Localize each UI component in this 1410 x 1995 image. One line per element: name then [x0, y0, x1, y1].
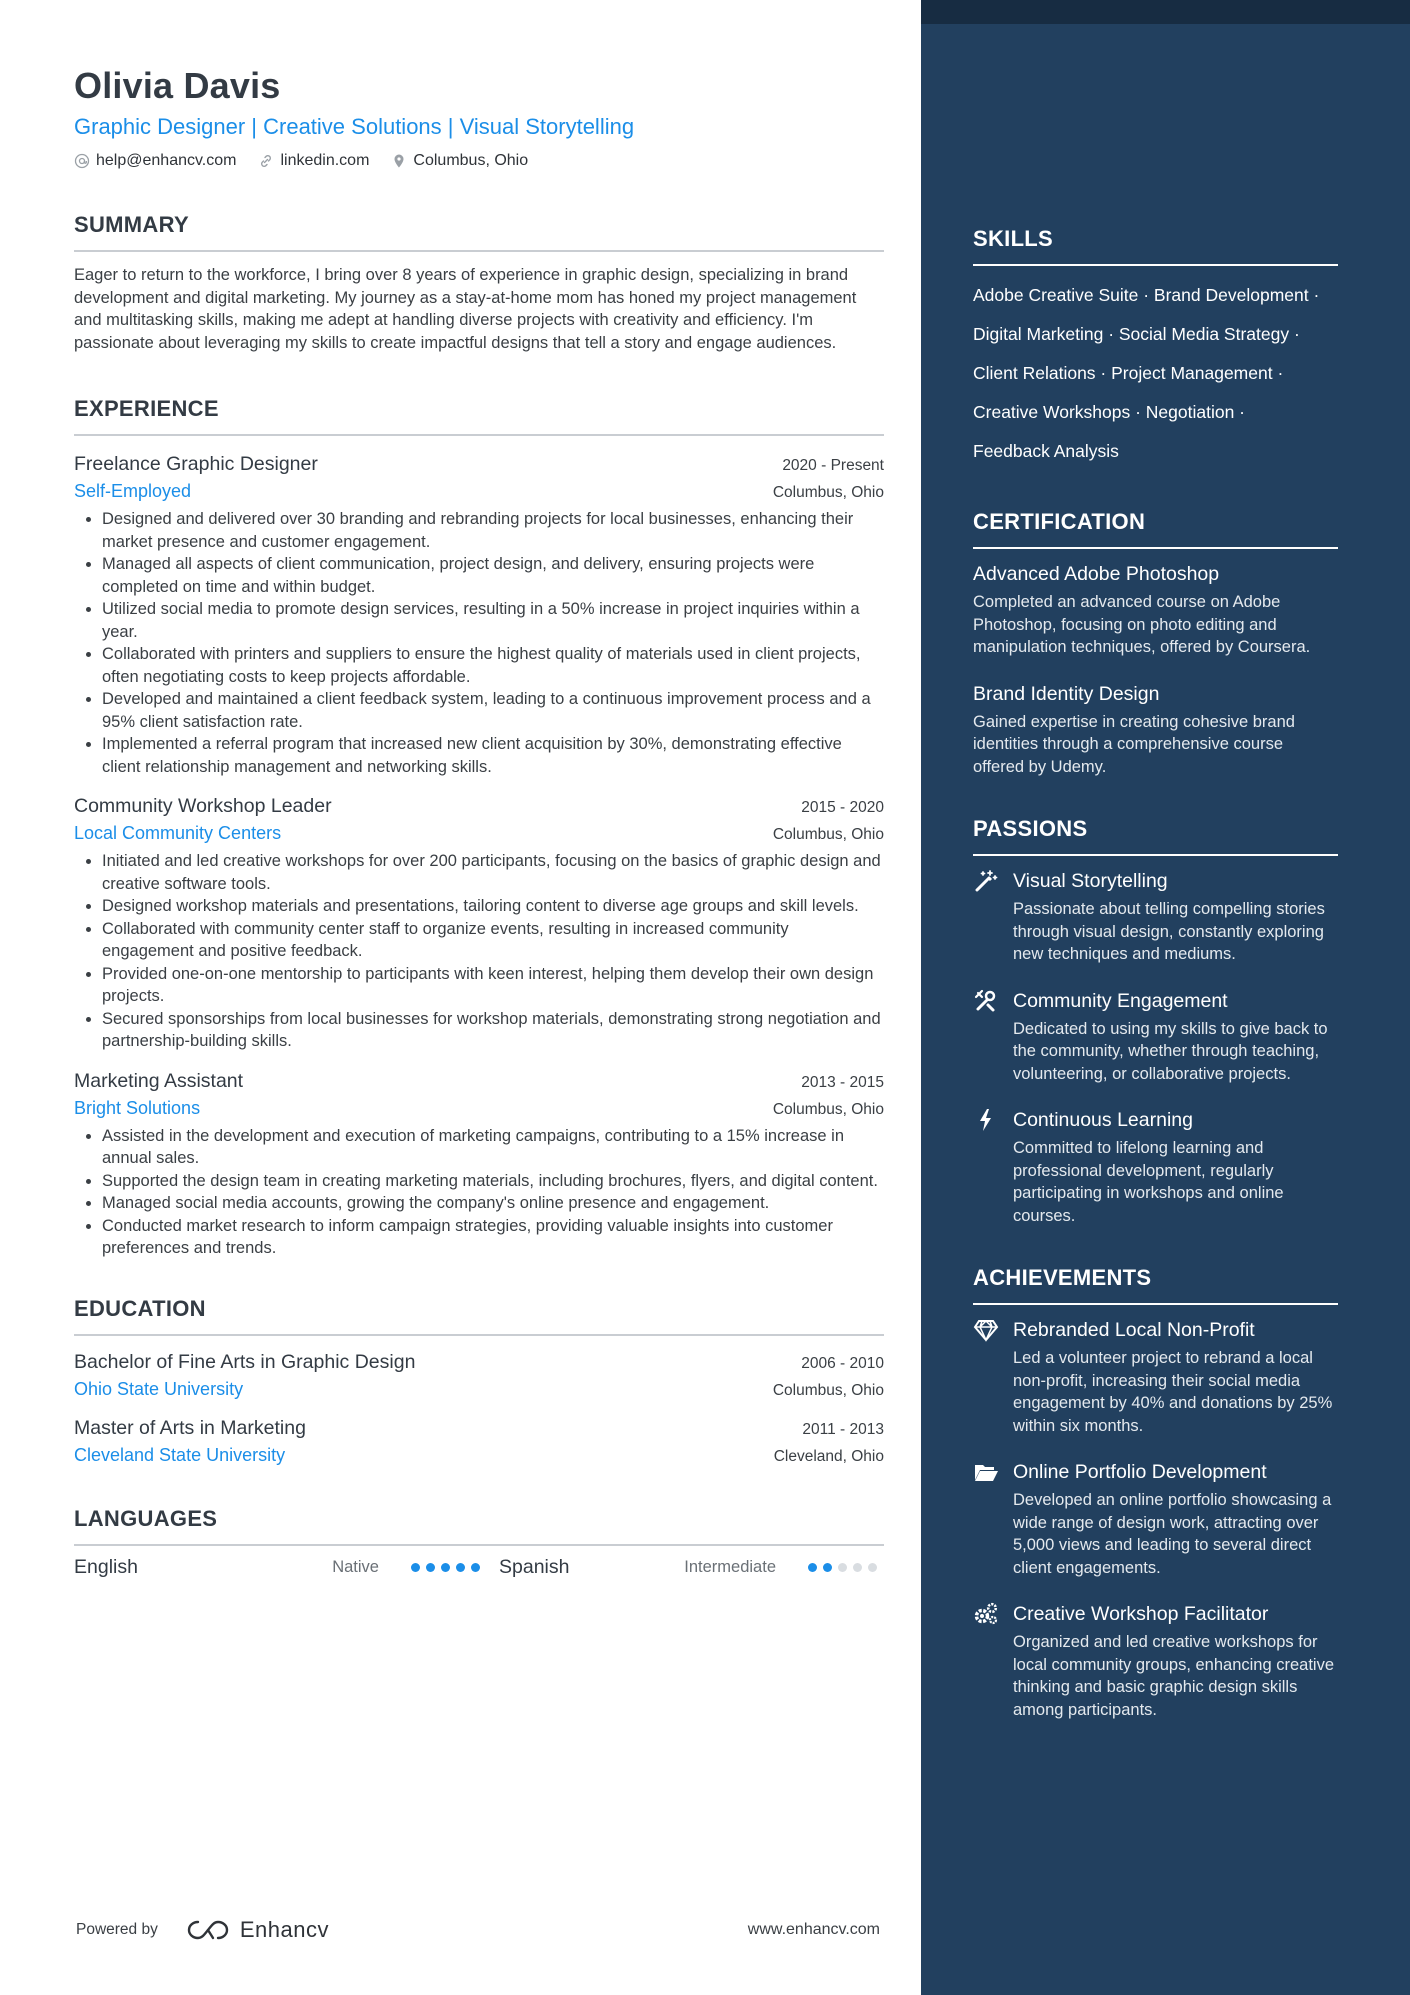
job-bullet: • Designed workshop materials and presentations, tailoring content to diverse age groups and skill levels. [102, 895, 884, 918]
language-name: English [74, 1555, 138, 1578]
rating-dot-empty [838, 1563, 847, 1572]
passion-entry [973, 866, 1338, 966]
languages-section [74, 1504, 884, 1579]
passion-description: Dedicated to using my skills to give back to the community, whether through teaching, volunteering, or collaborative projects. [1013, 1019, 1328, 1083]
rating-dot-filled [456, 1563, 465, 1572]
skills-list [973, 276, 1338, 471]
brand-logo[interactable] [186, 1917, 329, 1943]
achievement-title: Creative Workshop Facilitator [1013, 1603, 1269, 1625]
section-divider [74, 1334, 884, 1336]
skill-line: Digital Marketing · Social Media Strategy · [973, 324, 1300, 344]
powered-by [76, 1917, 329, 1943]
language-name: Spanish [499, 1555, 570, 1578]
achievement-entry [973, 1599, 1338, 1721]
certification-description: Completed an advanced course on Adobe Photoshop, focusing on photo editing and manipulation techniques, offered by Coursera. [973, 593, 1311, 656]
gears-icon [973, 1599, 1001, 1629]
passion-title: Community Engagement [1013, 989, 1228, 1012]
skills-section [973, 224, 1338, 471]
achievement-description: Organized and led creative workshops for local community groups, enhancing creative thinking and basic graphic design skills among participants. [1013, 1633, 1335, 1719]
folder-open-icon [973, 1457, 1001, 1487]
rating-dot-empty [868, 1563, 877, 1572]
achievement-description: Developed an online portfolio showcasing a wide range of design work, attracting over 5,000 views and leading to several direct client engagements. [1013, 1491, 1332, 1577]
school-location: Cleveland, Ohio [773, 1447, 884, 1465]
education-entry [74, 1348, 884, 1402]
job-title: Marketing Assistant [74, 1069, 244, 1092]
certification-section [973, 507, 1338, 778]
summary-text: Eager to return to the workforce, I bring over 8 years of experience in graphic design, specializing in brand development and digital marketing. My journey as a stay-at-home mom has honed my project management and multitasking skills, making me adept at handling diverse projects with creativity and efficiency. I'm passionate about leveraging my skills to create impactful designs that tell a story and engage audiences. [74, 266, 857, 352]
achievements-heading: ACHIEVEMENTS [973, 1265, 1152, 1290]
summary-heading: SUMMARY [74, 212, 189, 237]
powered-by-label: Powered by [76, 1921, 158, 1938]
job-bullet: • Secured sponsorships from local businesses for workshop materials, demonstrating strong negotiation and partnership-building skills. [102, 1008, 884, 1053]
school-name: Cleveland State University [74, 1444, 286, 1465]
school-location: Columbus, Ohio [772, 1381, 884, 1399]
job-entry [74, 792, 884, 1053]
job-bullet: • Conducted market research to inform campaign strategies, providing valuable insights into customer preferences and trends. [102, 1215, 884, 1260]
passion-description: Committed to lifelong learning and professional development, regularly participating in workshops and online courses. [1013, 1139, 1284, 1225]
contact-location-text: Columbus, Ohio [413, 152, 529, 169]
job-date: 2013 - 2015 [801, 1073, 884, 1091]
link-icon [258, 153, 274, 169]
job-bullet: • Assisted in the development and execution of marketing campaigns, contributing to a 15% increase in annual sales. [102, 1125, 884, 1170]
section-divider [74, 434, 884, 436]
passion-entry [973, 1105, 1338, 1227]
summary-section [74, 210, 884, 354]
education-section [74, 1294, 884, 1468]
skill-line: Client Relations · Project Management · [973, 363, 1284, 383]
job-bullet: • Collaborated with community center staff to organize events, resulting in increased community engagement and positive feedback. [102, 918, 884, 963]
job-title: Community Workshop Leader [74, 795, 332, 817]
candidate-title: Graphic Designer | Creative Solutions | Visual Storytelling [74, 114, 635, 139]
contact-row [74, 152, 884, 170]
at-icon [74, 153, 90, 169]
passion-entry [973, 986, 1338, 1086]
contact-link[interactable] [258, 152, 369, 170]
contact-location [391, 152, 528, 170]
section-divider [973, 1303, 1338, 1305]
achievement-title: Online Portfolio Development [1013, 1461, 1267, 1483]
job-bullet: • Provided one-on-one mentorship to participants with keen interest, helping them develop their own design projects. [102, 963, 884, 1008]
section-divider [973, 264, 1338, 266]
language-entry [499, 1556, 884, 1579]
contact-link-text: linkedin.com [280, 152, 370, 169]
job-location: Columbus, Ohio [772, 1100, 884, 1118]
footer-website[interactable]: www.enhancv.com [747, 1921, 880, 1938]
passion-title: Visual Storytelling [1013, 870, 1168, 892]
school-name: Ohio State University [74, 1378, 244, 1399]
job-bullet: • Supported the design team in creating marketing materials, including brochures, flyers, and digital content. [102, 1170, 884, 1193]
job-entry [74, 450, 884, 778]
sidebar-column [973, 224, 1338, 1721]
section-divider [973, 547, 1338, 549]
achievement-title: Rebranded Local Non-Profit [1013, 1319, 1255, 1341]
rating-dot-filled [426, 1563, 435, 1572]
sidebar-top-band [921, 0, 1410, 24]
language-rating [808, 1563, 877, 1572]
job-date: 2015 - 2020 [801, 799, 884, 816]
rating-dot-empty [853, 1563, 862, 1572]
rating-dot-filled [411, 1563, 420, 1572]
degree-title: Bachelor of Fine Arts in Graphic Design [74, 1350, 416, 1373]
achievements-section [973, 1263, 1338, 1721]
lightning-icon [973, 1105, 1001, 1135]
job-bullet: • Managed social media accounts, growing the company's online presence and engagement. [102, 1192, 884, 1215]
brand-name: Enhancv [239, 1917, 329, 1942]
location-pin-icon [391, 153, 407, 169]
job-bullet: • Implemented a referral program that increased new client acquisition by 30%, demonstrating effective client relationship management and networking skills. [102, 733, 884, 778]
achievement-entry [973, 1457, 1338, 1579]
experience-heading: EXPERIENCE [74, 396, 219, 421]
education-heading: EDUCATION [74, 1295, 206, 1321]
education-entry [74, 1414, 884, 1468]
job-bullet: • Collaborated with printers and suppliers to ensure the highest quality of materials used in client projects, often negotiating costs to keep projects affordable. [102, 643, 884, 688]
main-column [74, 64, 884, 1579]
job-bullet: • Utilized social media to promote design services, resulting in a 50% increase in project inquiries within a year. [102, 598, 884, 643]
certification-entry [973, 679, 1338, 779]
passions-heading: PASSIONS [973, 816, 1088, 841]
certification-heading: CERTIFICATION [973, 509, 1146, 534]
skill-line: Feedback Analysis [973, 441, 1119, 461]
certification-title: Brand Identity Design [973, 682, 1160, 705]
job-company: Bright Solutions [74, 1097, 201, 1118]
job-bullets [74, 508, 884, 778]
diamond-icon [973, 1315, 1001, 1345]
rating-dot-filled [808, 1563, 817, 1572]
job-company: Local Community Centers [74, 823, 282, 843]
enhancv-logo-icon [186, 1918, 232, 1942]
language-rating [411, 1563, 480, 1572]
language-entry [74, 1556, 499, 1579]
job-bullets [74, 850, 884, 1053]
job-entry [74, 1067, 884, 1260]
job-bullets [74, 1125, 884, 1260]
job-location: Columbus, Ohio [772, 484, 884, 501]
certification-entry [973, 559, 1338, 659]
skill-line: Adobe Creative Suite · Brand Development · [973, 285, 1320, 305]
job-bullet: • Developed and maintained a client feedback system, leading to a continuous improvement process and a 95% client satisfaction rate. [102, 688, 884, 733]
language-level: Native [332, 1557, 379, 1576]
language-level: Intermediate [684, 1557, 776, 1576]
job-bullet: • Designed and delivered over 30 branding and rebranding projects for local businesses, enhancing their market presence and customer engagement. [102, 508, 884, 553]
tools-icon [973, 986, 1001, 1016]
job-company: Self-Employed [74, 481, 192, 501]
certification-title: Advanced Adobe Photoshop [973, 563, 1220, 585]
rating-dot-filled [441, 1563, 450, 1572]
passion-description: Passionate about telling compelling stories through visual design, constantly exploring new techniques and mediums. [1013, 900, 1325, 963]
job-bullet: • Managed all aspects of client communication, project design, and delivery, ensuring projects were completed on time and within budget. [102, 553, 884, 598]
section-divider [74, 1544, 884, 1546]
education-date: 2006 - 2010 [801, 1354, 884, 1372]
job-title: Freelance Graphic Designer [74, 453, 318, 475]
job-date: 2020 - Present [782, 457, 884, 474]
section-divider [973, 854, 1338, 856]
education-date: 2011 - 2013 [802, 1420, 884, 1438]
degree-title: Master of Arts in Marketing [74, 1416, 306, 1439]
job-location: Columbus, Ohio [772, 826, 884, 843]
candidate-name: Olivia Davis [74, 65, 281, 106]
skill-line: Creative Workshops · Negotiation · [973, 402, 1246, 422]
contact-email[interactable] [74, 152, 236, 170]
achievement-description: Led a volunteer project to rebrand a local non-profit, increasing their social media engagement by 40% and donations by 25% within six months. [1013, 1349, 1333, 1435]
achievement-entry [973, 1315, 1338, 1437]
rating-dot-filled [823, 1563, 832, 1572]
skills-heading: SKILLS [973, 226, 1054, 251]
section-divider [74, 250, 884, 252]
experience-section [74, 394, 884, 1260]
languages-heading: LANGUAGES [74, 1505, 218, 1531]
magic-wand-icon [973, 866, 1001, 896]
rating-dot-filled [471, 1563, 480, 1572]
footer [76, 1917, 880, 1943]
certification-description: Gained expertise in creating cohesive brand identities through a comprehensive course offered by Udemy. [973, 712, 1295, 776]
passion-title: Continuous Learning [1013, 1109, 1193, 1131]
passions-section [973, 814, 1338, 1227]
contact-email-text: help@enhancv.com [96, 152, 237, 169]
job-bullet: • Initiated and led creative workshops for over 200 participants, focusing on the basics of graphic design and creative software tools. [102, 850, 884, 895]
